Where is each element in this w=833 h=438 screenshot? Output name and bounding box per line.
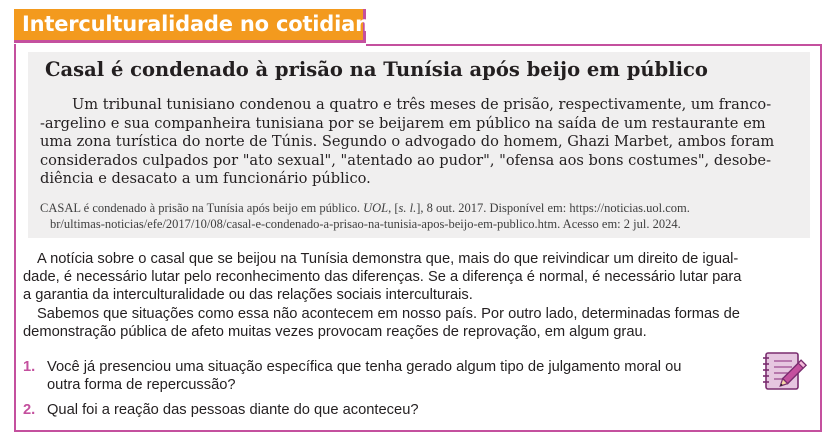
reference-line-1: CASAL é condenado à prisão na Tunísia após beijo em público. UOL, [s. l.], 8 out. 2017. Disponível em: https://noticias.uol.com. (40, 201, 690, 215)
article-line: uma zona turística do norte de Túnis. Segundo o advogado do homem, Ghazi Marbet, ambos foram (40, 133, 775, 150)
article-headline: Casal é condenado à prisão na Tunísia após beijo em público (45, 58, 708, 81)
question-number: 1. (23, 359, 36, 375)
article-line: -argelino e sua companheira tunisiana por se beijarem em público na saída de um restaurante em (40, 114, 766, 132)
section-title: Interculturalidade no cotidiano (22, 12, 385, 36)
question-number: 2. (23, 402, 36, 418)
article-text (40, 96, 812, 189)
section-banner (14, 9, 385, 43)
article-reference (40, 200, 812, 232)
paragraph-line: dade, é necessário lutar pelo reconhecimento das diferenças. Se a diferença é normal, é necessário lutar para (23, 269, 742, 286)
article-line: Um tribunal tunisiano condenou a quatro e três meses de prisão, respectivamente, um franco- (72, 96, 772, 113)
question-text: Qual foi a reação das pessoas diante do que aconteceu? (47, 402, 419, 418)
reference-source: UOL (363, 201, 389, 215)
article-line: considerados culpados por "ato sexual", "atentado ao pudor", "ofensa aos bons costumes", desobe- (40, 151, 771, 169)
article-line: diência e desacato a um funcionário público. (40, 170, 371, 187)
reference-line-2: br/ultimas-noticias/efe/2017/10/08/casal-e-condenado-a-prisao-na-tunisia-apos-beijo-em-publico.htm. Acesso em: 2 jul. 2024. (50, 217, 681, 231)
discussion-text (23, 250, 815, 341)
paragraph-line: A notícia sobre o casal que se beijou na Tunísia demonstra que, mais do que reivindicar um direito de igual- (37, 251, 739, 267)
paragraph-line: Sabemos que situações como essa não acontecem em nosso país. Por outro lado, determinadas formas de (37, 305, 740, 322)
notebook-pencil-icon (760, 349, 810, 393)
question-text: Você já presenciou uma situação específica que tenha gerado algum tipo de julgamento moral ou outra forma de repercussão? (47, 359, 682, 394)
paragraph-line: a garantia da interculturalidade ou das relações sociais interculturais. (23, 287, 473, 304)
paragraph-line: demonstração pública de afeto muitas vezes provocam reações de reprovação, em algum grau. (23, 323, 647, 340)
